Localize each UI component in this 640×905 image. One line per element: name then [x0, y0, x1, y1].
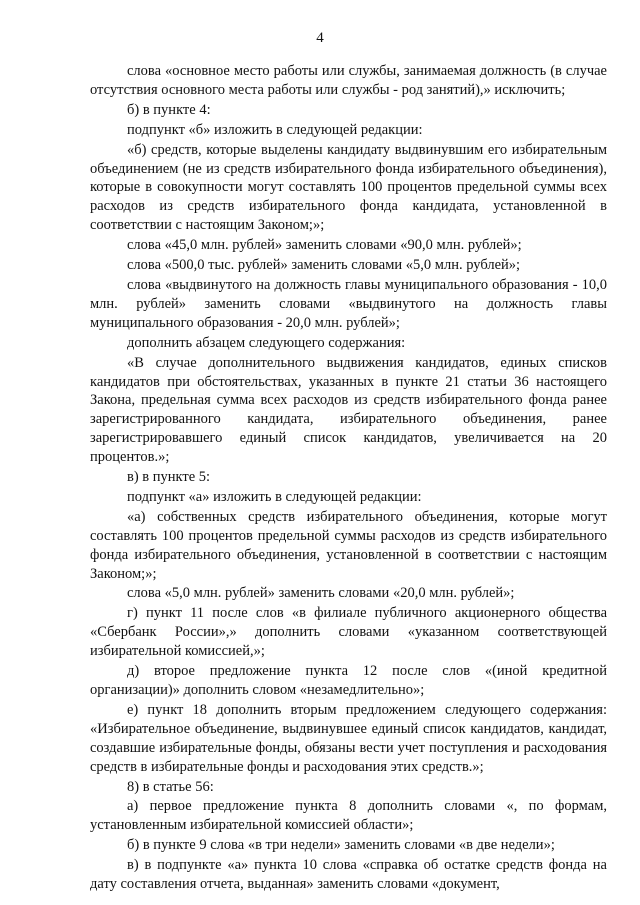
document-body — [90, 62, 607, 894]
paragraph: е) пункт 18 дополнить вторым предложением следующего содержания: «Избирательное объединение, выдвинувшее единый список кандидатов, кандидат, создавшие избирательные фонды, обязаны вести учет поступления и расходования средств в избирательные фонды и расходования этих средств.»; — [90, 701, 607, 775]
paragraph: 8) в статье 56: — [127, 778, 214, 795]
paragraph: г) пункт 11 после слов «в филиале публичного акционерного общества «Сбербанк России»,» дополнить словами «указанном соответствующей избирательной комиссией,»; — [90, 605, 607, 660]
paragraph: в) в пункте 5: — [127, 469, 211, 486]
paragraph: слова «500,0 тыс. рублей» заменить словами «5,0 млн. рублей»; — [127, 257, 521, 274]
paragraph: слова «выдвинутого на должность главы муниципального образования - 10,0 млн. рублей» заменить словами «выдвинутого на должность главы муниципального образования - 20,0 млн. рублей»; — [90, 276, 607, 331]
paragraph: «В случае дополнительного выдвижения кандидатов, единых списков кандидатов при обстоятельствах, указанных в пункте 21 статьи 36 настоящего Закона, предельная сумма всех расходов из средств избирательного фонда ранее зарегистрированного кандидата, избирательного объединения, ранее зарегистрировавшего единый список кандидатов, увеличивается на 20 процентов.»; — [90, 354, 607, 466]
paragraph: в) в подпункте «а» пункта 10 слова «справка об остатке средств фонда на дату составления отчета, выданная» заменить словами «документ, — [90, 857, 607, 893]
paragraph: б) в пункте 4: — [127, 101, 211, 118]
paragraph: слова «5,0 млн. рублей» заменить словами «20,0 млн. рублей»; — [127, 585, 515, 602]
paragraph: «а) собственных средств избирательного объединения, которые могут составлять 100 процентов предельной суммы расходов из средств избирательного фонда избирательного объединения, установленной в соответствии с настоящим Законом;»; — [90, 508, 607, 582]
paragraph: подпункт «а» изложить в следующей редакции: — [127, 488, 422, 505]
page-number: 4 — [316, 30, 324, 46]
paragraph: «б) средств, которые выделены кандидату выдвинувшим его избирательным объединением (не из средств избирательного фонда избирательного объединения), которые в совокупности могут составлять 100 процентов предельной суммы всех расходов из средств избирательного фонда кандидата, установленной в соответствии с настоящим Законом;»; — [90, 141, 607, 234]
paragraph: б) в пункте 9 слова «в три недели» заменить словами «в две недели»; — [127, 837, 555, 854]
paragraph: д) второе предложение пункта 12 после слов «(иной кредитной организации)» дополнить словом «незамедлительно»; — [90, 663, 607, 698]
paragraph: слова «45,0 млн. рублей» заменить словами «90,0 млн. рублей»; — [127, 237, 522, 254]
paragraph: а) первое предложение пункта 8 дополнить словами «, по формам, установленным избирательной комиссией области»; — [90, 798, 607, 834]
paragraph: дополнить абзацем следующего содержания: — [127, 334, 406, 351]
paragraph: подпункт «б» изложить в следующей редакции: — [127, 121, 423, 138]
paragraph: слова «основное место работы или службы, занимаемая должность (в случае отсутствия основного места работы или службы - род занятий),» исключить; — [90, 63, 607, 98]
